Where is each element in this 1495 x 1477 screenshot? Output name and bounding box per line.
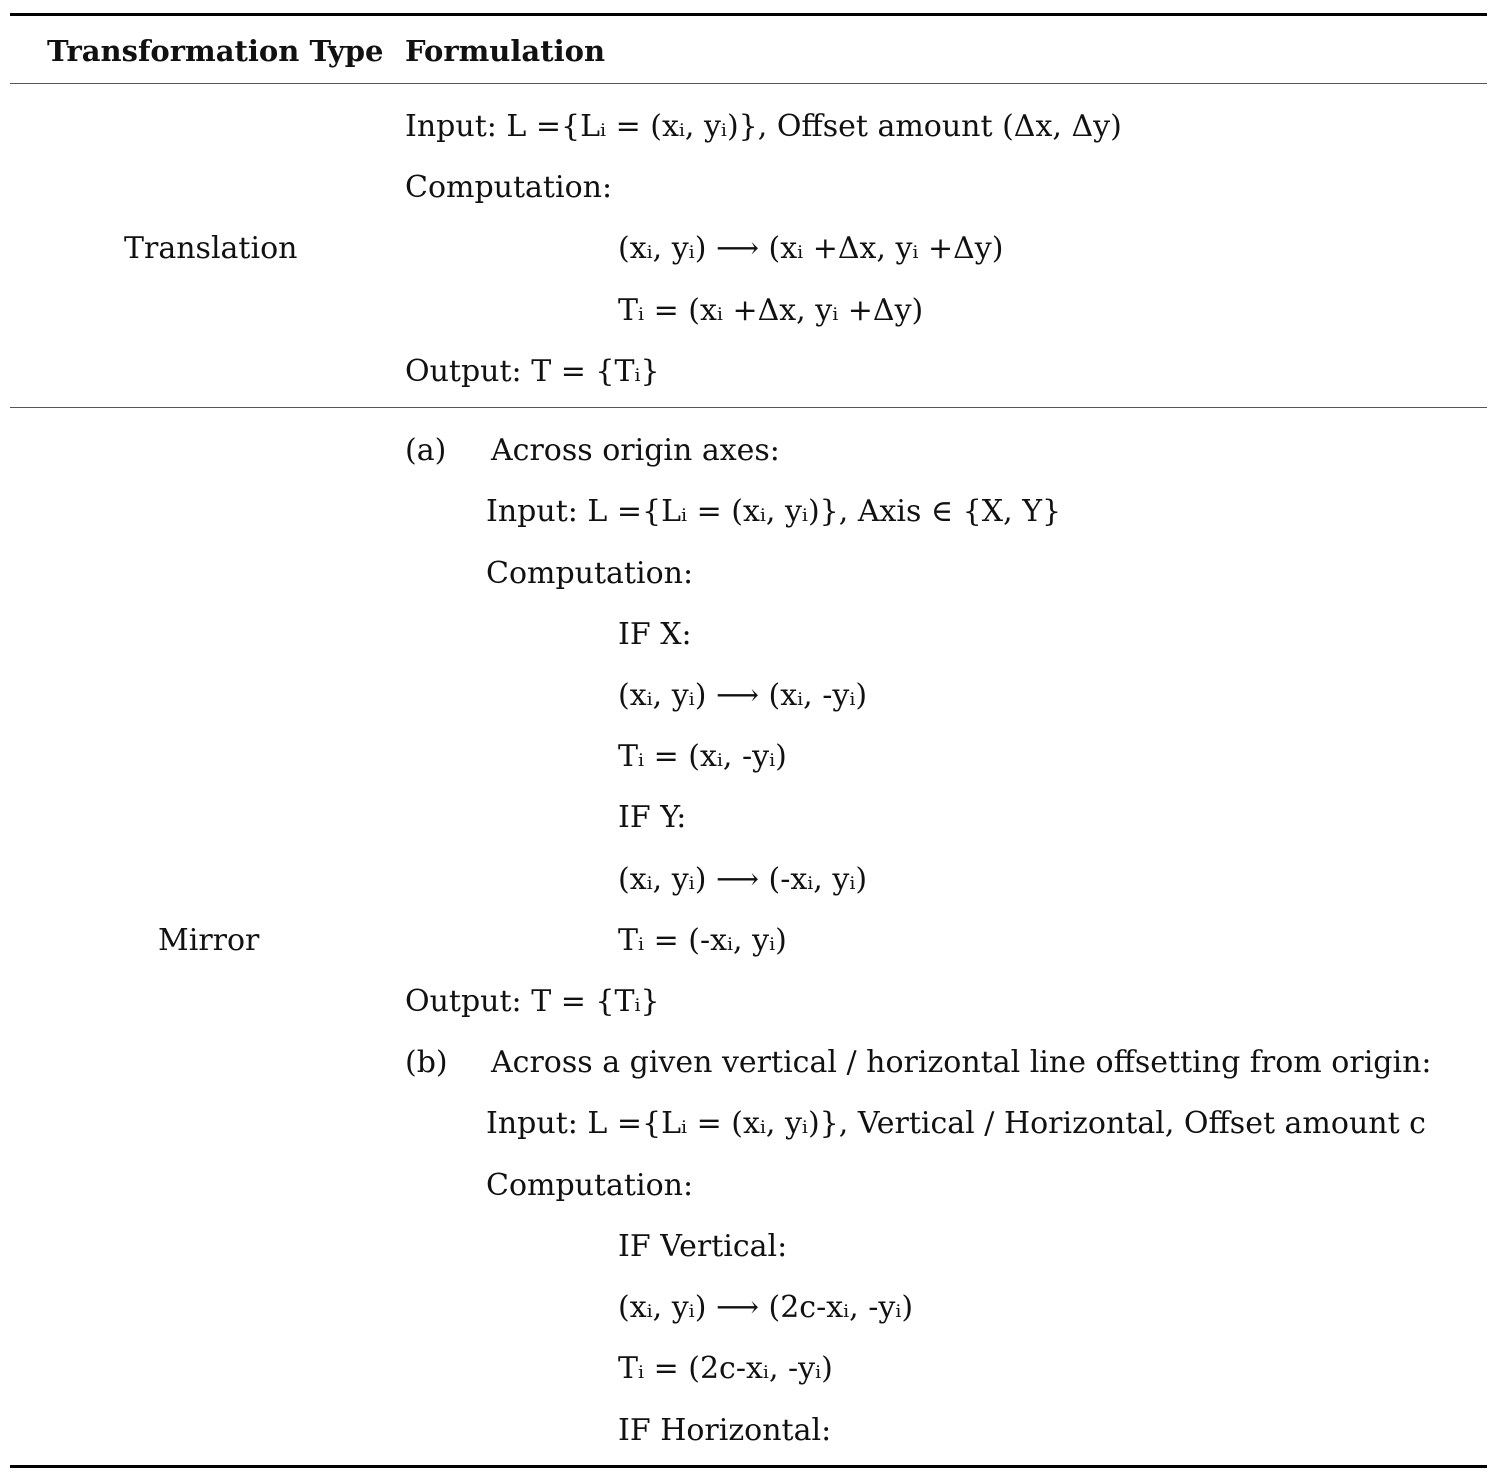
case-b-vertical-result: Tᵢ = (2c-xᵢ, -yᵢ)	[618, 1351, 833, 1386]
translation-result: Tᵢ = (xᵢ +Δx, yᵢ +Δy)	[618, 293, 924, 328]
row-label-mirror: Mirror	[158, 923, 260, 958]
case-a-y-mapping: (xᵢ, yᵢ) ⟶ (-xᵢ, yᵢ)	[618, 862, 868, 897]
header-transformation-type: Transformation Type	[47, 34, 384, 68]
translation-output: Output: T = {Tᵢ}	[405, 354, 660, 389]
case-a-output: Output: T = {Tᵢ}	[405, 984, 660, 1019]
translation-input: Input: L ={Lᵢ = (xᵢ, yᵢ)}, Offset amount (Δx, Δy)	[405, 109, 1122, 144]
table-bottom-rule	[10, 1465, 1487, 1468]
header-formulation: Formulation	[405, 34, 606, 68]
row-label-translation: Translation	[124, 231, 298, 266]
case-b-if-vertical: IF Vertical:	[618, 1229, 788, 1264]
case-a-computation-label: Computation:	[486, 556, 694, 591]
row-divider	[10, 407, 1487, 408]
case-b-computation-label: Computation:	[486, 1168, 694, 1203]
case-a-if-x: IF X:	[618, 617, 692, 652]
case-b-if-horizontal: IF Horizontal:	[618, 1413, 832, 1448]
case-a-y-result: Tᵢ = (-xᵢ, yᵢ)	[618, 923, 787, 958]
case-b-title: Across a given vertical / horizontal line offsetting from origin:	[491, 1045, 1432, 1080]
case-a-input: Input: L ={Lᵢ = (xᵢ, yᵢ)}, Axis ∈ {X, Y}	[486, 494, 1062, 529]
header-rule	[10, 83, 1487, 84]
case-a-x-result: Tᵢ = (xᵢ, -yᵢ)	[618, 739, 787, 774]
case-b-input: Input: L ={Lᵢ = (xᵢ, yᵢ)}, Vertical / Horizontal, Offset amount c	[486, 1106, 1426, 1141]
case-a-if-y: IF Y:	[618, 800, 687, 835]
translation-computation-label: Computation:	[405, 170, 613, 205]
case-b-vertical-mapping: (xᵢ, yᵢ) ⟶ (2c-xᵢ, -yᵢ)	[618, 1290, 914, 1325]
case-a-title: Across origin axes:	[491, 433, 780, 468]
table-top-rule	[10, 13, 1487, 16]
case-a-x-mapping: (xᵢ, yᵢ) ⟶ (xᵢ, -yᵢ)	[618, 678, 868, 713]
translation-mapping: (xᵢ, yᵢ) ⟶ (xᵢ +Δx, yᵢ +Δy)	[618, 231, 1004, 266]
case-b-marker: (b)	[405, 1045, 448, 1080]
case-a-marker: (a)	[405, 433, 447, 468]
